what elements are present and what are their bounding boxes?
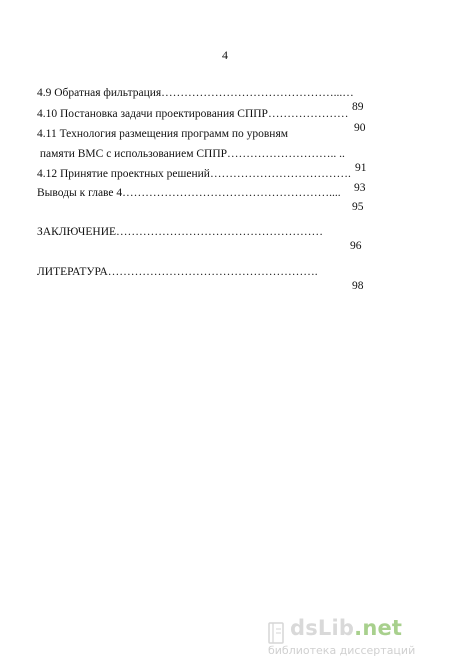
page-number: 4 — [222, 48, 228, 62]
watermark-logo-domain: .net — [354, 616, 403, 640]
toc-entry-title: 4.10 Постановка задачи проектирования СППР………………… — [37, 108, 349, 120]
toc-entry-title: 4.12 Принятие проектных решений………………………………. — [37, 168, 351, 180]
toc-entry-title: памяти ВМС с использованием СППР……………………….. .. — [37, 148, 345, 160]
toc-entry-page: 90 — [354, 122, 366, 134]
toc-entry — [0, 251, 450, 307]
toc-entry-title: ЗАКЛЮЧЕНИЕ……………………………………………… — [37, 226, 324, 238]
toc-entry-page: 96 — [350, 240, 362, 252]
toc-entry-title: 4.11 Технология размещения программ по уровням — [37, 128, 289, 140]
toc-entry-page: 91 — [355, 162, 367, 174]
watermark — [268, 618, 448, 660]
book-icon — [268, 622, 284, 644]
toc-entry-page: 93 — [354, 182, 366, 194]
toc-entry-title: Выводы к главе 4……………………………………………….... — [37, 187, 341, 199]
watermark-logo — [290, 616, 402, 640]
watermark-caption: библиотека диссертаций — [268, 644, 416, 657]
toc-entry-page: 98 — [352, 280, 364, 292]
watermark-logo-main: dsLib — [290, 616, 355, 640]
toc-entry-title: 4.9 Обратная фильтрация………………………………………...… — [37, 87, 354, 99]
toc-entry-title: ЛИТЕРАТУРА………………………………………………. — [37, 266, 318, 278]
toc-entry-page: 95 — [352, 201, 364, 213]
toc-entry-page: 89 — [352, 101, 364, 113]
